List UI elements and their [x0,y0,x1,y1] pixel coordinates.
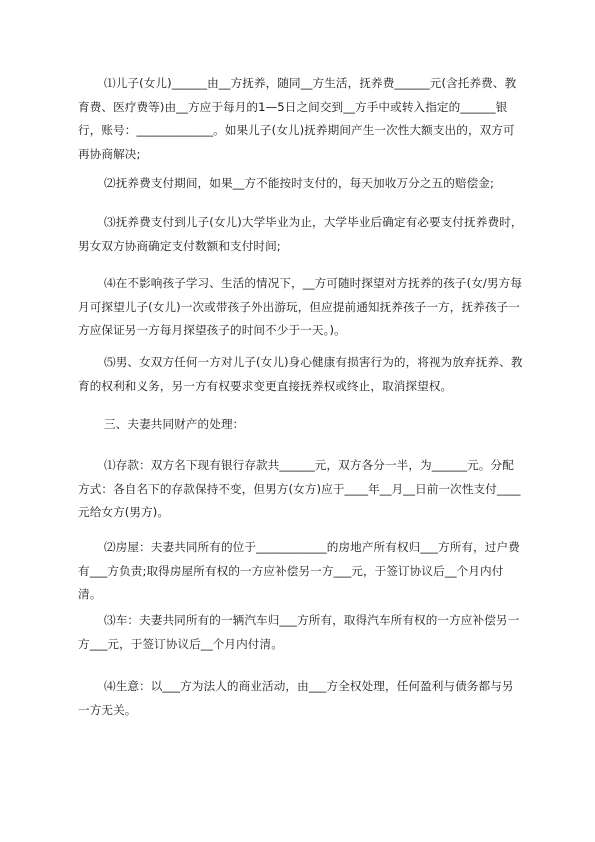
section-heading-property: 三、夫妻共同财产的处理： [104,417,245,431]
property-clause-house: ⑵房屋：夫妻共同所有的位于____________的房地产所有权归___方所有，过户费有___方负责;取得房屋所有权的一方应补偿另一方___元，于签订协议后__个月内付清。 [78,540,520,601]
property-clause-business: ⑷生意：以___方为法人的商业活动，由___方全权处理，任何盈利与债务都与另一方无关。 [78,679,514,717]
child-custody-clause-1: ⑴儿子(女儿)______由__方抚养，随同__方生活，抚养费______元(含托养费、教育费、医疗费等)由__方应于每月的1—5日之间交到__方手中或转入指定的______银行，账号：_____________。如果儿子(女儿)抚养期间产生一次性大额支出的，双方可再协商解决; [78,76,517,161]
property-clause-deposit: ⑴存款：双方名下现有银行存款共______元，双方各分一半，为______元。分配方式：各自名下的存款保持不变，但男方(女方)应于____年__月__日前一次性支付____元给女方(男方)。 [78,458,521,519]
child-custody-clause-4: ⑷在不影响孩子学习、生活的情况下，__方可随时探望对方抚养的孩子(女/男方每月可探望儿子(女儿)一次或带孩子外出游玩，但应提前通知抚养孩子一方，抚养孩子一方应保证另一方每月探望孩子的时间不少于一天。)。 [78,276,523,337]
property-clause-car: ⑶车：夫妻共同所有的一辆汽车归___方所有，取得汽车所有权的一方应补偿另一方___元，于签订协议后__个月内付清。 [78,613,520,651]
child-custody-clause-5: ⑸男、女双方任何一方对儿子(女儿)身心健康有损害行为的，将视为放弃抚养、教育的权利和义务，另一方有权要求变更直接抚养权或终止，取消探望权。 [78,355,523,393]
child-custody-clause-3: ⑶抚养费支付到儿子(女儿)大学毕业为止，大学毕业后确定有必要支付抚养费时，男女双方协商确定支付数额和支付时间; [78,215,523,253]
child-custody-clause-2: ⑵抚养费支付期间，如果__方不能按时支付的，每天加收万分之五的赔偿金; [104,176,495,190]
